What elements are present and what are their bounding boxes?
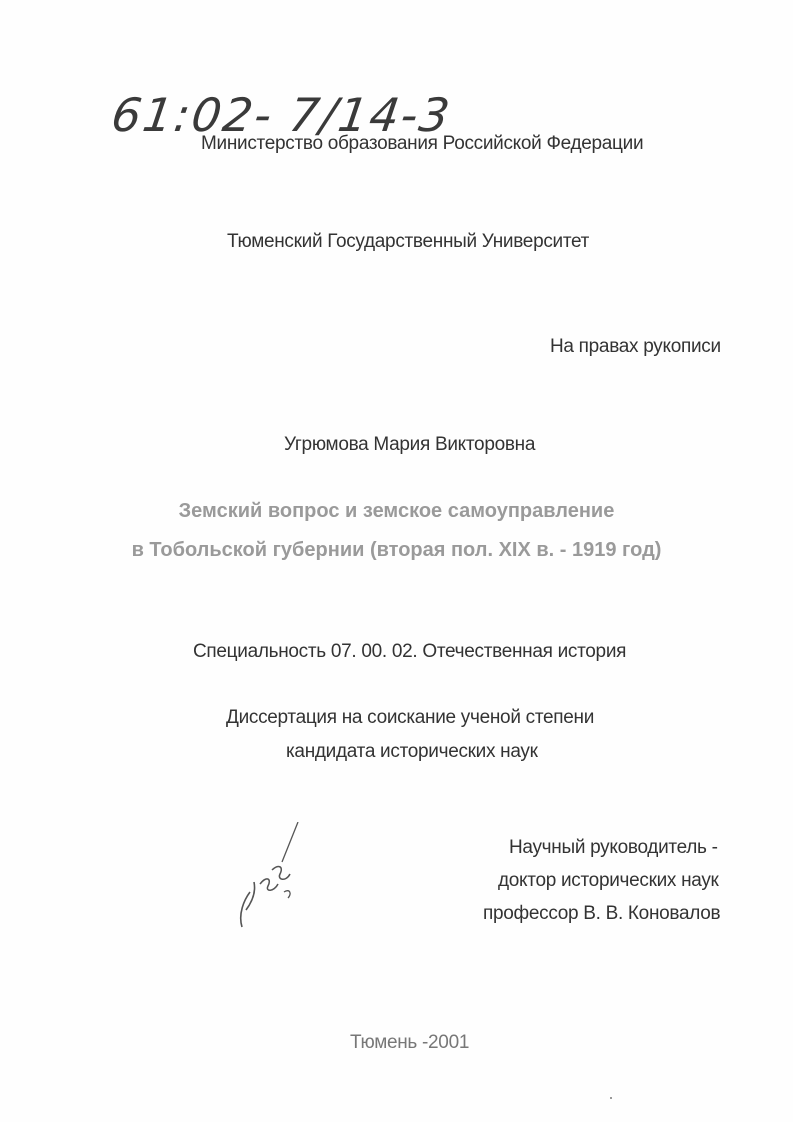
dissertation-title-line-1: Земский вопрос и земское самоуправление	[178, 500, 615, 522]
manuscript-rights-line: На правах рукописи	[550, 336, 721, 357]
ministry-line: Министерство образования Российской Федерации	[201, 133, 644, 154]
handwritten-archive-code: 61:02- 7/14-3	[108, 88, 455, 142]
supervisor-name-line: профессор В. В. Коновалов	[483, 903, 721, 924]
dissertation-degree-line-2: кандидата исторических наук	[286, 741, 538, 762]
city-year-line: Тюмень -2001	[350, 1032, 470, 1053]
supervisor-degree-line: доктор исторических наук	[498, 870, 719, 891]
supervisor-role-line: Научный руководитель -	[509, 837, 718, 858]
handwritten-signature-mark	[232, 822, 322, 937]
specialty-line: Специальность 07. 00. 02. Отечественная история	[193, 641, 627, 662]
author-name: Угрюмова Мария Викторовна	[284, 434, 536, 455]
dissertation-degree-line-1: Диссертация на соискание ученой степени	[226, 707, 595, 728]
dissertation-title-line-2: в Тобольской губернии (вторая пол. XIX в. - 1919 год)	[131, 539, 662, 561]
scan-speck	[610, 1097, 612, 1099]
university-line: Тюменский Государственный Университет	[227, 231, 590, 252]
